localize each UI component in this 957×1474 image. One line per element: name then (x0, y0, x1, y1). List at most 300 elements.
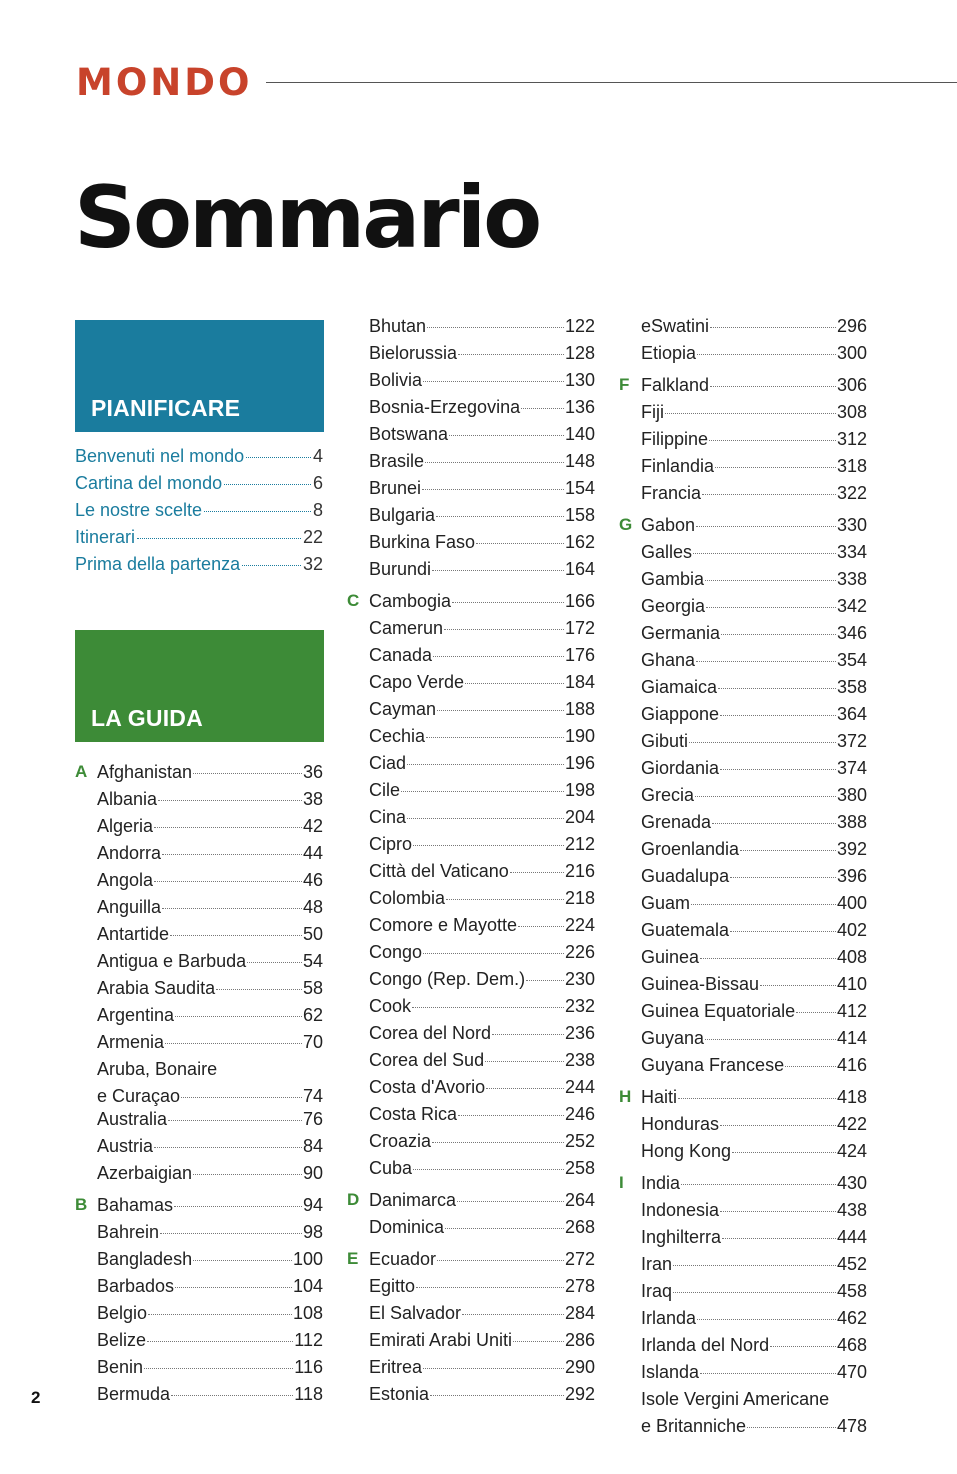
toc-entry-page: 252 (564, 1131, 595, 1151)
toc-entry[interactable] (369, 942, 595, 969)
leader-dots (513, 1341, 564, 1342)
toc-entry-name: Egitto (369, 1276, 416, 1296)
leader-dots (160, 1233, 302, 1234)
leader-dots (445, 1228, 564, 1229)
toc-entry[interactable] (641, 1335, 867, 1362)
toc-entry[interactable] (369, 834, 595, 861)
leader-dots (413, 845, 564, 846)
leader-dots (721, 634, 836, 635)
toc-entry[interactable] (97, 978, 323, 1005)
toc-entry-name: Cipro (369, 834, 413, 854)
toc-entry[interactable] (369, 915, 595, 942)
toc-entry-page: 116 (294, 1357, 323, 1377)
toc-entry-name: Finlandia (641, 456, 715, 476)
toc-entry-page: 98 (302, 1222, 323, 1242)
leader-dots (665, 413, 836, 414)
leader-dots (148, 1314, 292, 1315)
leader-dots (165, 1043, 302, 1044)
toc-entry-page: 424 (836, 1141, 867, 1161)
toc-entry-page: 470 (836, 1362, 867, 1382)
leader-dots (224, 484, 311, 485)
toc-entry[interactable] (369, 397, 595, 424)
toc-entry[interactable] (97, 1357, 323, 1384)
leader-dots (706, 607, 836, 608)
toc-entry-name: Cambogia (369, 591, 452, 611)
toc-entry-page: 112 (294, 1330, 323, 1350)
leader-dots (510, 872, 564, 873)
toc-entry[interactable] (369, 1050, 595, 1077)
toc-entry-page: 36 (302, 762, 323, 782)
toc-entry-page: 74 (302, 1085, 323, 1106)
toc-entry[interactable] (641, 316, 867, 343)
toc-entry-name: Cechia (369, 726, 426, 746)
toc-entry[interactable] (347, 1190, 595, 1217)
toc-entry-name: Guinea-Bissau (641, 974, 760, 994)
toc-entry[interactable] (369, 532, 595, 559)
leader-dots (446, 899, 564, 900)
toc-entry-page: 338 (836, 569, 867, 589)
toc-entry-page: 334 (836, 542, 867, 562)
toc-entry-page: 296 (836, 316, 867, 336)
leader-dots (715, 467, 836, 468)
leader-dots (413, 1169, 564, 1170)
toc-entry[interactable] (97, 951, 323, 978)
toc-entry-page: 408 (836, 947, 867, 967)
toc-entry-name: Congo (Rep. Dem.) (369, 969, 526, 989)
toc-entry[interactable] (369, 1384, 595, 1411)
leader-dots (673, 1265, 836, 1266)
toc-entry-page: 70 (302, 1032, 323, 1052)
toc-entry-name: Azerbaigian (97, 1163, 193, 1183)
toc-entry-page: 246 (564, 1104, 595, 1124)
toc-entry-name: Australia (97, 1109, 168, 1129)
toc-entry[interactable] (369, 699, 595, 726)
toc-entry-name: Costa Rica (369, 1104, 458, 1124)
toc-entry[interactable] (619, 1173, 867, 1200)
toc-entry[interactable] (641, 596, 867, 623)
leader-dots (705, 580, 836, 581)
toc-entry-page: 46 (302, 870, 323, 890)
toc-entry[interactable] (97, 1222, 323, 1249)
leader-dots (709, 440, 836, 441)
leader-dots (718, 688, 836, 689)
toc-entry-page: 158 (564, 505, 595, 525)
toc-entry-name: Cuba (369, 1158, 413, 1178)
toc-entry[interactable] (641, 758, 867, 785)
leader-dots (437, 710, 564, 711)
toc-entry[interactable] (369, 1131, 595, 1158)
toc-entry-page: 94 (302, 1195, 323, 1215)
toc-entry[interactable] (641, 343, 867, 370)
leader-dots (747, 1427, 836, 1428)
leader-dots (696, 661, 836, 662)
leader-dots (175, 1287, 292, 1288)
toc-entry[interactable] (369, 316, 595, 343)
toc-entry[interactable] (97, 1249, 323, 1276)
leader-dots (700, 958, 836, 959)
leader-dots (770, 1346, 836, 1347)
toc-entry-page: 318 (836, 456, 867, 476)
toc-entry[interactable] (97, 789, 323, 816)
guida-heading: LA GUIDA (91, 705, 203, 731)
leader-dots (436, 516, 564, 517)
leader-dots (430, 1395, 564, 1396)
toc-entry-name: Gibuti (641, 731, 689, 751)
toc-entry-page: 6 (312, 473, 323, 493)
toc-entry[interactable] (369, 645, 595, 672)
toc-entry-page: 258 (564, 1158, 595, 1178)
toc-entry[interactable] (619, 1087, 867, 1114)
toc-entry-name: Algeria (97, 816, 154, 836)
toc-entry-name: Guinea (641, 947, 700, 967)
toc-entry-name: Eritrea (369, 1357, 423, 1377)
leader-dots (181, 1097, 302, 1098)
toc-entry[interactable] (347, 591, 595, 618)
toc-entry[interactable] (641, 429, 867, 456)
toc-entry-name: Bahrein (97, 1222, 160, 1242)
toc-entry-name: Cook (369, 996, 412, 1016)
toc-entry[interactable] (369, 451, 595, 478)
toc-entry[interactable] (97, 1276, 323, 1303)
toc-entry[interactable] (641, 1308, 867, 1335)
toc-entry-name: Antigua e Barbuda (97, 951, 247, 971)
toc-entry-name: Le nostre scelte (75, 500, 203, 520)
toc-entry-page: 50 (302, 924, 323, 944)
toc-entry[interactable] (641, 704, 867, 731)
toc-entry[interactable] (97, 1330, 323, 1357)
toc-entry-name: Georgia (641, 596, 706, 616)
leader-dots (720, 1211, 836, 1212)
leader-dots (485, 1061, 564, 1062)
toc-entry-page: 286 (564, 1330, 595, 1350)
leader-dots (691, 904, 836, 905)
guida-banner (75, 630, 324, 742)
toc-entry-page: 44 (302, 843, 323, 863)
toc-entry[interactable] (641, 893, 867, 920)
toc-entry[interactable] (369, 1217, 595, 1244)
toc-entry[interactable] (641, 1055, 867, 1082)
toc-entry[interactable] (369, 807, 595, 834)
toc-entry-page: 136 (564, 397, 595, 417)
toc-entry-page: 462 (836, 1308, 867, 1328)
toc-entry[interactable] (75, 527, 323, 554)
toc-entry-name: Bangladesh (97, 1249, 193, 1269)
toc-entry-name: Burundi (369, 559, 432, 579)
toc-entry[interactable] (75, 554, 323, 581)
toc-entry[interactable] (75, 473, 323, 500)
toc-entry[interactable] (369, 753, 595, 780)
page-number: 2 (31, 1388, 41, 1407)
leader-dots (486, 1088, 564, 1089)
toc-entry[interactable] (641, 1362, 867, 1389)
leader-dots (204, 511, 311, 512)
leader-dots (427, 327, 564, 328)
toc-entry-page: 172 (564, 618, 595, 638)
toc-entry-name: Guyana (641, 1028, 705, 1048)
leader-dots (521, 408, 564, 409)
toc-entry-page: 224 (564, 915, 595, 935)
toc-entry[interactable] (641, 974, 867, 1001)
toc-entry[interactable] (97, 1109, 323, 1136)
toc-entry[interactable] (641, 785, 867, 812)
toc-entry[interactable] (641, 1200, 867, 1227)
toc-column-3 (619, 316, 867, 1439)
toc-entry-page: 54 (302, 951, 323, 971)
leader-dots (712, 823, 836, 824)
toc-entry-page: 196 (564, 753, 595, 773)
toc-entry[interactable] (641, 483, 867, 510)
leader-dots (162, 908, 302, 909)
toc-entry[interactable] (369, 478, 595, 505)
leader-dots (147, 1341, 293, 1342)
toc-entry-name: Iraq (641, 1281, 673, 1301)
toc-entry[interactable] (369, 672, 595, 699)
toc-entry-page: 468 (836, 1335, 867, 1355)
toc-entry[interactable] (641, 650, 867, 677)
toc-entry-name: Fiji (641, 402, 664, 422)
leader-dots (432, 1142, 564, 1143)
toc-entry-page: 218 (564, 888, 595, 908)
toc-entry-name-cont: e Britanniche (641, 1415, 747, 1436)
leader-dots (705, 1039, 836, 1040)
leader-dots (242, 565, 301, 566)
leader-dots (697, 354, 836, 355)
toc-entry-page: 230 (564, 969, 595, 989)
toc-entry[interactable] (369, 780, 595, 807)
toc-entry[interactable] (619, 375, 867, 402)
toc-entry[interactable] (97, 843, 323, 870)
toc-entry-name: Guyana Francese (641, 1055, 785, 1075)
leader-dots (720, 769, 836, 770)
toc-entry[interactable] (369, 1357, 595, 1384)
toc-entry-page: 232 (564, 996, 595, 1016)
toc-entry[interactable] (369, 1330, 595, 1357)
toc-entry-page: 108 (292, 1303, 323, 1323)
toc-entry-name-cont: e Curaçao (97, 1085, 181, 1106)
leader-dots (740, 850, 836, 851)
toc-entry-page: 148 (564, 451, 595, 471)
toc-entry[interactable] (641, 839, 867, 866)
toc-entry[interactable] (97, 1059, 323, 1109)
toc-entry[interactable] (641, 1001, 867, 1028)
toc-entry[interactable] (97, 924, 323, 951)
toc-entry-name: Cile (369, 780, 401, 800)
toc-entry[interactable] (641, 731, 867, 758)
leader-dots (492, 1034, 564, 1035)
toc-entry[interactable] (75, 446, 323, 473)
toc-entry-page: 268 (564, 1217, 595, 1237)
toc-entry-name: Guam (641, 893, 691, 913)
leader-dots (730, 877, 836, 878)
leader-dots (458, 354, 564, 355)
toc-entry-page: 300 (836, 343, 867, 363)
toc-entry[interactable] (641, 569, 867, 596)
toc-entry-name: Irlanda del Nord (641, 1335, 770, 1355)
toc-entry-name: El Salvador (369, 1303, 462, 1323)
toc-entry[interactable] (75, 762, 323, 789)
toc-entry[interactable] (641, 947, 867, 974)
toc-entry[interactable] (641, 1028, 867, 1055)
toc-entry[interactable] (97, 816, 323, 843)
toc-entry[interactable] (369, 1158, 595, 1185)
toc-entry-page: 58 (302, 978, 323, 998)
toc-entry-page: 342 (836, 596, 867, 616)
toc-entry[interactable] (369, 424, 595, 451)
leader-dots (401, 791, 564, 792)
toc-entry[interactable] (369, 726, 595, 753)
toc-entry[interactable] (641, 920, 867, 947)
toc-entry-page: 430 (836, 1173, 867, 1193)
toc-entry[interactable] (97, 897, 323, 924)
toc-entry-name: Gambia (641, 569, 705, 589)
toc-entry[interactable] (97, 1303, 323, 1330)
toc-entry-name: Hong Kong (641, 1141, 732, 1161)
leader-dots (476, 543, 564, 544)
toc-entry-name: Botswana (369, 424, 449, 444)
leader-dots (697, 1319, 836, 1320)
toc-entry-name: Ecuador (369, 1249, 437, 1269)
toc-entry-name: Francia (641, 483, 702, 503)
toc-entry[interactable] (75, 1195, 323, 1222)
toc-entry[interactable] (369, 996, 595, 1023)
toc-entry-name: Costa d'Avorio (369, 1077, 486, 1097)
toc-entry[interactable] (369, 888, 595, 915)
toc-entry-name: Bolivia (369, 370, 423, 390)
toc-entry[interactable] (97, 1384, 323, 1411)
leader-dots (423, 953, 564, 954)
toc-entry-name: Inghilterra (641, 1227, 722, 1247)
toc-entry-page: 284 (564, 1303, 595, 1323)
leader-dots (423, 381, 564, 382)
toc-entry[interactable] (369, 1104, 595, 1131)
toc-entry[interactable] (369, 505, 595, 532)
toc-entry[interactable] (369, 1276, 595, 1303)
leader-dots (407, 764, 564, 765)
toc-entry-page: 396 (836, 866, 867, 886)
toc-entry-page: 176 (564, 645, 595, 665)
section-letter: F (619, 375, 630, 394)
toc-entry[interactable] (641, 402, 867, 429)
toc-entry[interactable] (97, 870, 323, 897)
toc-entry[interactable] (641, 1141, 867, 1168)
toc-entry[interactable] (641, 623, 867, 650)
toc-entry-name: Capo Verde (369, 672, 465, 692)
toc-entry-name: Dominica (369, 1217, 445, 1237)
toc-entry-name: Bulgaria (369, 505, 436, 525)
toc-entry-page: 244 (564, 1077, 595, 1097)
toc-entry-page: 438 (836, 1200, 867, 1220)
toc-entry[interactable] (97, 1005, 323, 1032)
toc-entry-page: 118 (294, 1384, 323, 1404)
toc-entry-name: Camerun (369, 618, 444, 638)
toc-entry[interactable] (641, 456, 867, 483)
toc-entry[interactable] (347, 1249, 595, 1276)
toc-entry-page: 184 (564, 672, 595, 692)
toc-entry-name: Bahamas (97, 1195, 174, 1215)
toc-entry-name: Guadalupa (641, 866, 730, 886)
toc-entry-name: Gabon (641, 515, 696, 535)
toc-entry-page: 374 (836, 758, 867, 778)
leader-dots (162, 854, 302, 855)
toc-entry[interactable] (641, 677, 867, 704)
toc-entry[interactable] (641, 1114, 867, 1141)
toc-entry[interactable] (97, 1163, 323, 1190)
leader-dots (722, 1238, 836, 1239)
section-letter: A (75, 762, 88, 781)
leader-dots (246, 457, 311, 458)
toc-entry-name: Andorra (97, 843, 162, 863)
toc-entry[interactable] (641, 866, 867, 893)
toc-entry-name: Afghanistan (97, 762, 193, 782)
toc-entry[interactable] (369, 969, 595, 996)
leader-dots (175, 1016, 302, 1017)
toc-entry-page: 264 (564, 1190, 595, 1210)
toc-entry-name: Cayman (369, 699, 437, 719)
toc-entry-page: 412 (836, 1001, 867, 1021)
toc-entry[interactable] (369, 1077, 595, 1104)
toc-entry[interactable] (619, 515, 867, 542)
toc-entry-page: 322 (836, 483, 867, 503)
toc-entry-page: 198 (564, 780, 595, 800)
toc-entry[interactable] (97, 1032, 323, 1059)
toc-entry[interactable] (369, 1303, 595, 1330)
toc-entry[interactable] (369, 559, 595, 586)
toc-entry[interactable] (641, 1254, 867, 1281)
leader-dots (416, 1287, 564, 1288)
toc-entry[interactable] (369, 1023, 595, 1050)
toc-entry-name: Ciad (369, 753, 407, 773)
leader-dots (695, 796, 836, 797)
toc-entry-name: Aruba, Bonaire (97, 1059, 218, 1079)
page-title: Sommario (74, 168, 540, 268)
toc-entry[interactable] (75, 500, 323, 527)
toc-entry-page: 422 (836, 1114, 867, 1134)
toc-entry[interactable] (641, 1227, 867, 1254)
toc-entry-page: 400 (836, 893, 867, 913)
toc-entry[interactable] (369, 343, 595, 370)
toc-entry-name: Falkland (641, 375, 710, 395)
pianificare-list (75, 446, 323, 581)
toc-entry-name: Cina (369, 807, 407, 827)
toc-entry-name: Città del Vaticano (369, 861, 509, 881)
toc-entry[interactable] (369, 861, 595, 888)
leader-dots (171, 1395, 293, 1396)
leader-dots (193, 1260, 292, 1261)
leader-dots (432, 570, 564, 571)
toc-entry-page: 90 (302, 1163, 323, 1183)
toc-entry-name: Giamaica (641, 677, 718, 697)
toc-entry-page: 62 (302, 1005, 323, 1025)
toc-entry[interactable] (641, 812, 867, 839)
toc-entry-page: 364 (836, 704, 867, 724)
leader-dots (702, 494, 836, 495)
toc-entry[interactable] (369, 370, 595, 397)
toc-entry[interactable] (641, 542, 867, 569)
toc-entry-name: Argentina (97, 1005, 175, 1025)
toc-entry-page: 104 (292, 1276, 323, 1296)
toc-entry[interactable] (641, 1389, 867, 1439)
leader-dots (193, 1174, 302, 1175)
toc-entry-page: 330 (836, 515, 867, 535)
toc-entry[interactable] (97, 1136, 323, 1163)
toc-entry-page: 290 (564, 1357, 595, 1377)
toc-entry-page: 372 (836, 731, 867, 751)
toc-entry[interactable] (641, 1281, 867, 1308)
toc-entry-page: 306 (836, 375, 867, 395)
toc-entry-name: Grenada (641, 812, 712, 832)
toc-entry-name: Antartide (97, 924, 170, 944)
toc-entry[interactable] (369, 618, 595, 645)
